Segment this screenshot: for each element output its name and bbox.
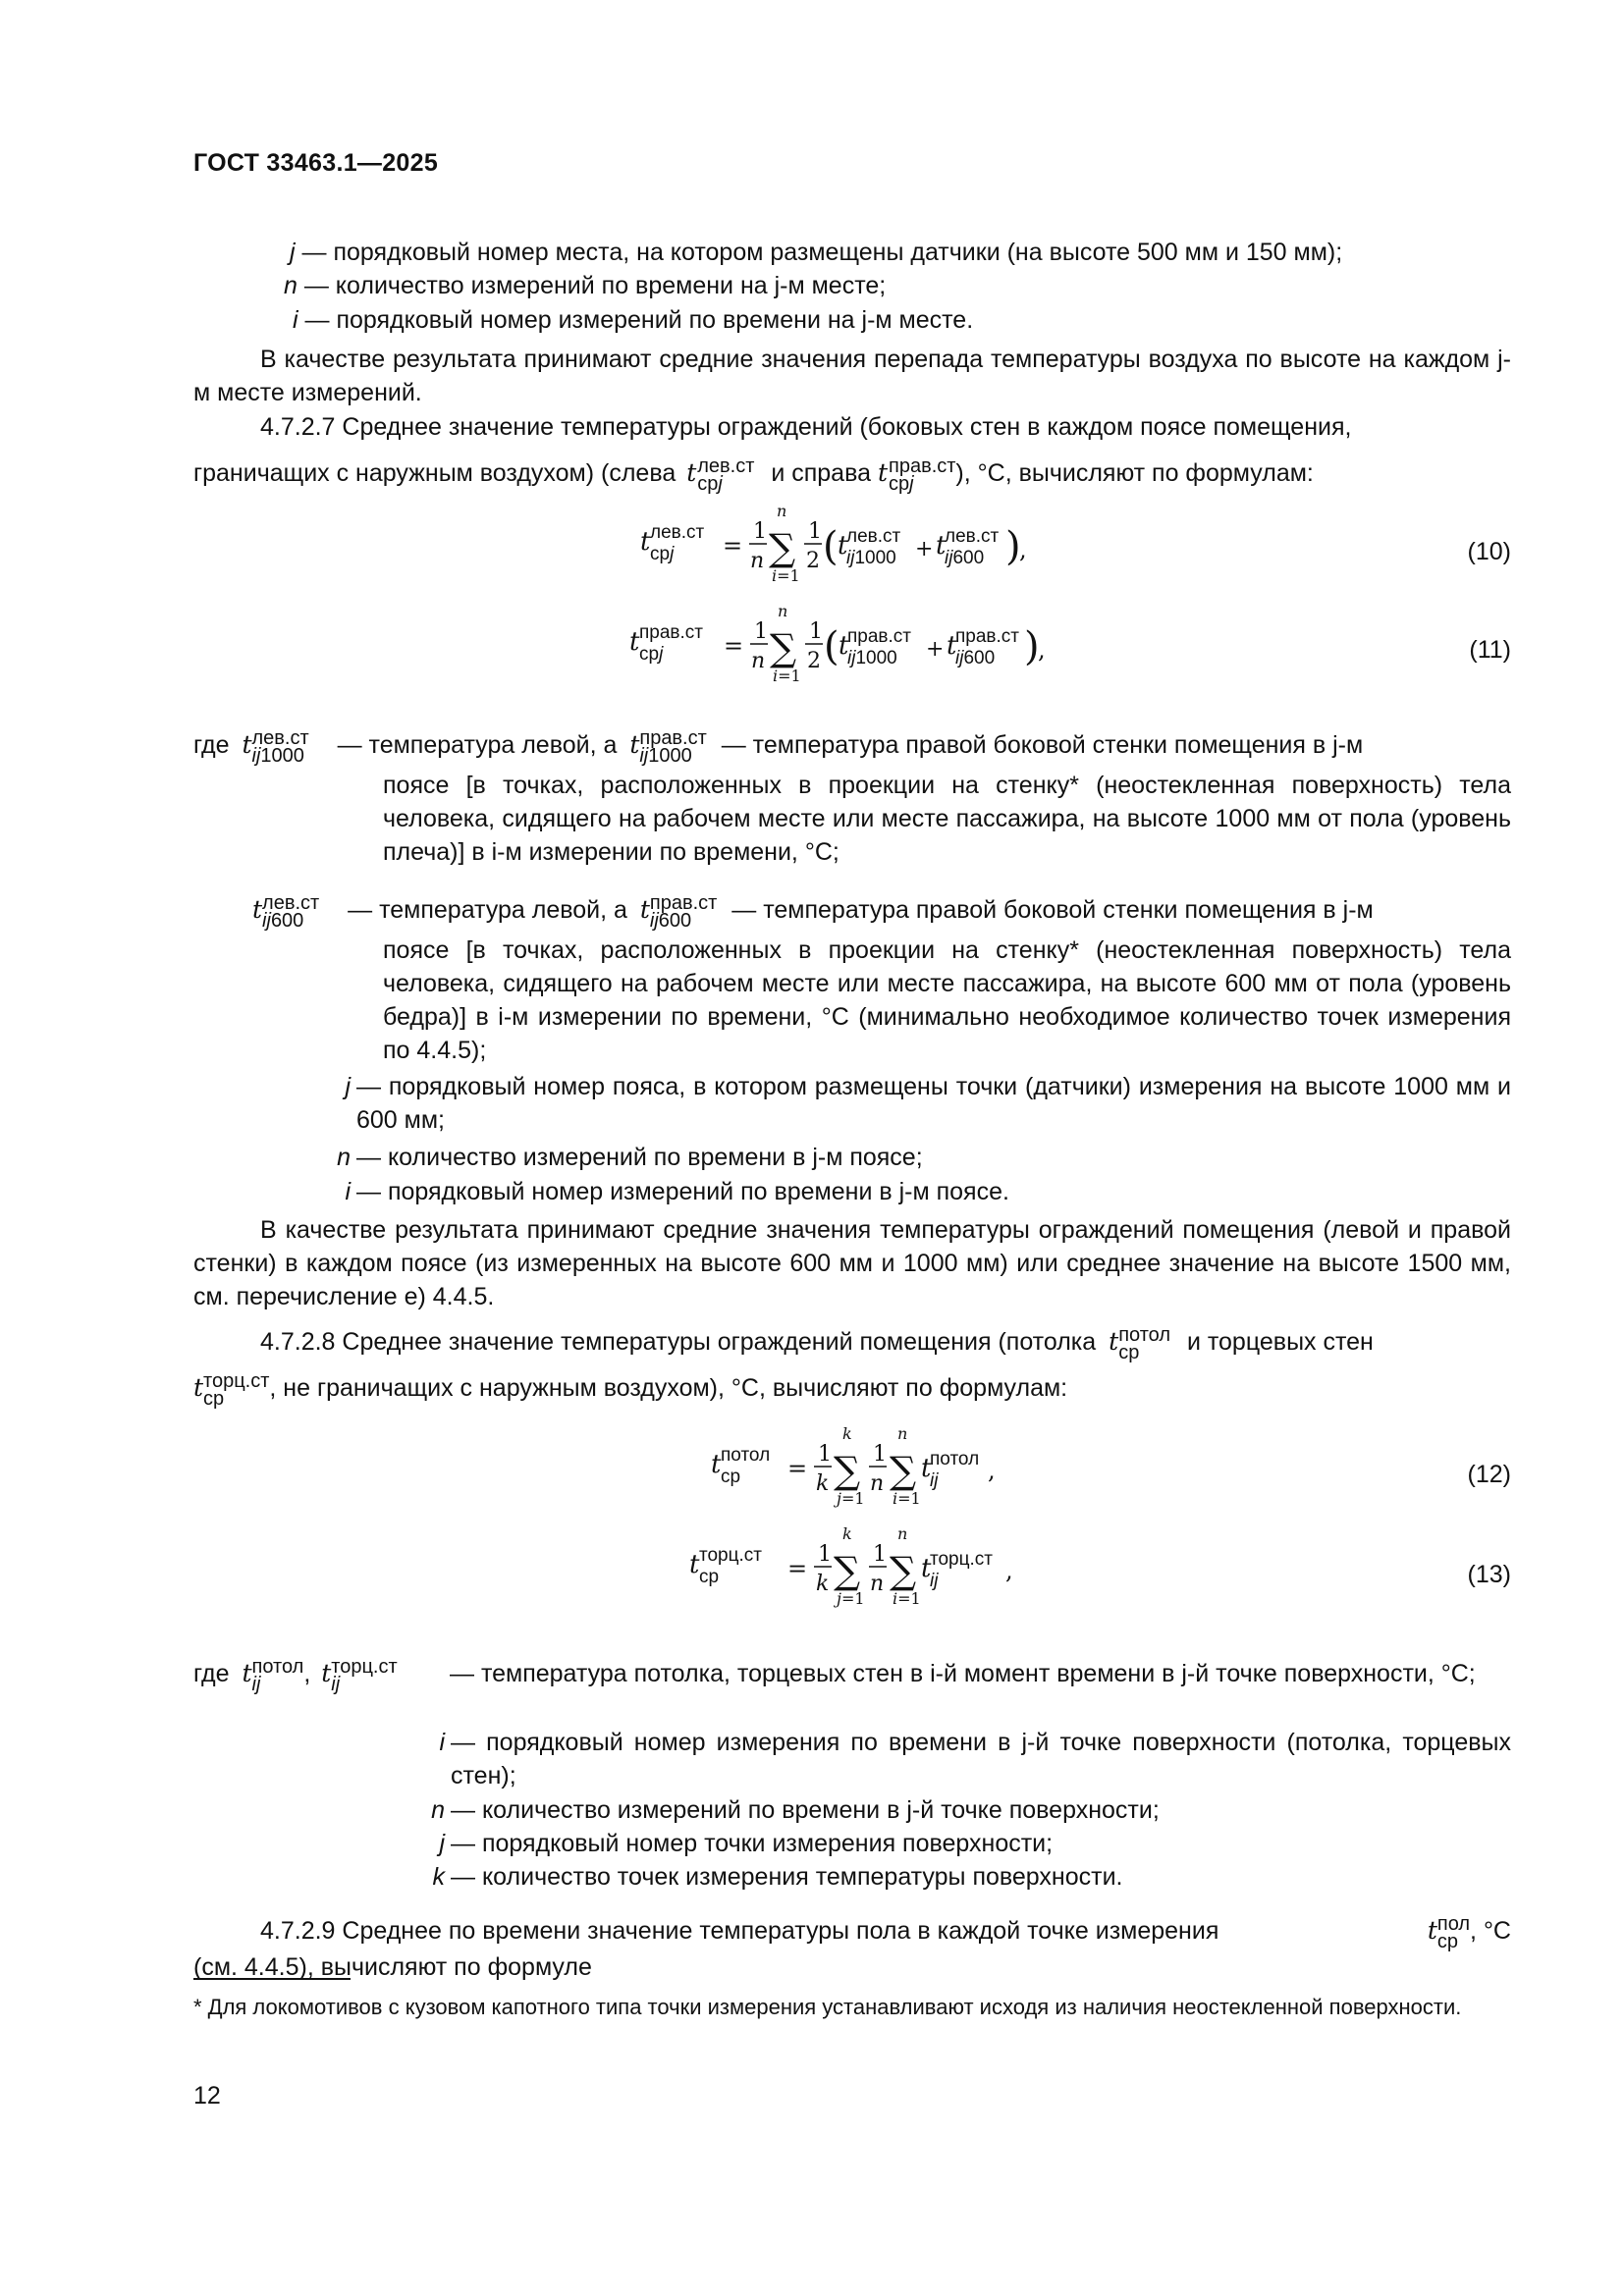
- def-i-surface: [417, 1726, 1511, 1792]
- svg-text:n: n: [897, 1424, 908, 1443]
- def-sym: n: [431, 1796, 445, 1824]
- footnote-rule: [193, 1978, 351, 1980]
- svg-text:1: 1: [818, 1542, 832, 1567]
- svg-text:(: (: [824, 624, 839, 669]
- svg-text:1: 1: [873, 1542, 887, 1567]
- def-text: — порядковый номер пояса, в котором размещены точки (датчики) измерения на высоте 1000 мм и 600 мм;: [356, 1073, 1511, 1134]
- where-word: где: [193, 1660, 230, 1687]
- svg-text:t: t: [921, 1554, 932, 1583]
- def-text: — порядковый номер измерений по времени на j-м месте.: [298, 306, 974, 334]
- symbol-t-prav-cpj: t прав.ст срj: [877, 454, 956, 495]
- def-sym: i: [293, 306, 298, 334]
- result-paragraph-2: В качестве результата принимают средние значения температуры ограждений помещения (левой и правой стенки) в каждом поясе (из измеренных на высоте 600 мм и 1000 мм) или среднее значение на высоте 1500 мм, см. перечисление е) 4.4.5.: [193, 1216, 1511, 1310]
- svg-text:j=1: j=1: [837, 1589, 865, 1608]
- def-n-surface: [417, 1793, 1160, 1827]
- text-part: , не граничащих с наружным воздухом), °С, вычисляют по формулам:: [269, 1374, 1068, 1402]
- text-part: , °С: [1470, 1917, 1511, 1945]
- def-text: — количество точек измерения температуры поверхности.: [451, 1863, 1123, 1891]
- svg-text:1: 1: [873, 1442, 887, 1467]
- def-k-surface: [417, 1860, 1123, 1894]
- def-text: — количество измерений по времени в j-м поясе;: [356, 1144, 923, 1171]
- equation-number-13: (13): [1467, 1561, 1511, 1588]
- def-t-600-cont: поясе [в точках, расположенных в проекции на стенку* (неостекленная поверхность) тела человека, сидящего на рабочем месте или месте пассажира, на высоте 600 мм от пола (уровень бедра)] в i-м измерении по времени, °С (минимально необходимое количество точек измерения по 4.4.5);: [383, 936, 1511, 1064]
- def-text: — температура левой, а: [337, 731, 618, 759]
- symbol-t-pol-cp: t пол ср: [1427, 1912, 1471, 1952]
- equation-12: [699, 1421, 1023, 1520]
- svg-text:n: n: [778, 602, 788, 620]
- def-text: — температура правой боковой стенки помещения в j-м: [721, 731, 1364, 759]
- svg-text:срj: срj: [639, 644, 664, 665]
- svg-text:=: =: [787, 1455, 808, 1482]
- svg-text:лев.ст: лев.ст: [846, 526, 901, 547]
- svg-text:,: ,: [988, 1457, 996, 1484]
- svg-text:n: n: [751, 649, 766, 673]
- def-n-place: [284, 269, 886, 302]
- svg-text:k: k: [842, 1524, 852, 1543]
- result-paragraph-1: В качестве результата принимают средние значения перепада температуры воздуха по высоте на каждом j-м месте измерений.: [193, 346, 1511, 406]
- svg-text:1: 1: [754, 619, 768, 644]
- svg-text:ij600: ij600: [945, 548, 985, 568]
- def-text: — порядковый номер точки измерения поверхности;: [451, 1830, 1054, 1857]
- symbol-t-lev-600: t лев.ст ij600: [252, 891, 320, 932]
- def-j-surface: [417, 1827, 1053, 1860]
- equation-number-12: (12): [1467, 1461, 1511, 1488]
- svg-text:,: ,: [1005, 1557, 1013, 1584]
- equation-11: [622, 599, 1083, 687]
- def-text: — температура левой, а: [348, 896, 627, 924]
- def-j-belt: [324, 1070, 1511, 1137]
- section-4727-line2: [193, 456, 1314, 493]
- svg-text:t: t: [921, 1454, 932, 1483]
- svg-text:k: k: [816, 1572, 830, 1596]
- svg-text:прав.ст: прав.ст: [639, 622, 703, 643]
- def-sym: j: [439, 1830, 445, 1857]
- svg-text:ij1000: ij1000: [846, 548, 896, 568]
- svg-text:t: t: [936, 531, 947, 561]
- svg-text:лев.ст: лев.ст: [945, 526, 1000, 547]
- svg-text:торц.ст: торц.ст: [930, 1549, 993, 1570]
- svg-text:срj: срj: [650, 544, 675, 564]
- svg-text:(: (: [823, 524, 839, 569]
- def-text: — количество измерений по времени в j-й точке поверхности;: [451, 1796, 1160, 1824]
- svg-text:торц.ст: торц.ст: [699, 1545, 762, 1566]
- svg-text:ср: ср: [721, 1467, 741, 1487]
- svg-text:t: t: [640, 527, 651, 557]
- def-sym: i: [439, 1729, 445, 1756]
- svg-text:=: =: [723, 532, 743, 560]
- document-header: ГОСТ 33463.1—2025: [193, 149, 439, 177]
- svg-text:1: 1: [818, 1442, 832, 1467]
- def-sym: j: [290, 239, 296, 266]
- svg-text:1: 1: [753, 519, 767, 544]
- page-number: 12: [193, 2082, 221, 2109]
- svg-text:прав.ст: прав.ст: [847, 626, 911, 647]
- svg-text:1: 1: [809, 619, 823, 644]
- svg-text:ij1000: ij1000: [847, 648, 897, 668]
- svg-text:t: t: [947, 631, 957, 661]
- symbol-t-lev-1000: t лев.ст ij1000: [242, 726, 309, 767]
- def-text: — порядковый номер измерений по времени в j-м поясе.: [356, 1178, 1009, 1205]
- def-sym: n: [284, 272, 298, 299]
- section-4727-line1: 4.7.2.7 Среднее значение температуры ограждений (боковых стен в каждом поясе помещения,: [260, 413, 1352, 441]
- svg-text:n: n: [870, 1572, 885, 1596]
- svg-text:∑: ∑: [834, 1549, 861, 1592]
- text-part: и торцевых стен: [1186, 1328, 1374, 1356]
- svg-text:t: t: [689, 1550, 700, 1579]
- svg-text:2: 2: [806, 549, 820, 573]
- svg-text:k: k: [842, 1424, 852, 1443]
- text-part: ), °С, вычисляют по формулам:: [955, 459, 1314, 487]
- def-sym: i: [345, 1178, 351, 1205]
- svg-text:n: n: [897, 1524, 908, 1543]
- symbol-t-potol-ij: t потол ij: [242, 1655, 304, 1695]
- def-text: — количество измерений по времени на j-м месте;: [297, 272, 887, 299]
- def-t-600: [252, 893, 1374, 930]
- svg-text:t: t: [839, 631, 849, 661]
- svg-text:+: +: [915, 537, 934, 561]
- svg-text:=: =: [724, 632, 744, 660]
- svg-text:∑: ∑: [834, 1449, 861, 1492]
- svg-text:∑: ∑: [769, 526, 796, 569]
- symbol-t-lev-cpj: t лев.ст срj: [686, 454, 755, 495]
- equation-number-11: (11): [1469, 636, 1511, 664]
- svg-text:ij600: ij600: [955, 648, 996, 668]
- svg-text:1: 1: [808, 519, 822, 544]
- svg-text:∑: ∑: [890, 1549, 917, 1592]
- def-sym: k: [432, 1863, 445, 1891]
- svg-text:i=1: i=1: [772, 566, 800, 585]
- svg-text:i=1: i=1: [893, 1589, 921, 1608]
- def-t-1000-cont: поясе [в точках, расположенных в проекции на стенку* (неостекленная поверхность) тела человека, сидящего на рабочем месте или месте пассажира, на высоте 1000 мм от пола (уровень плеча)] в i-м измерении по времени, °С;: [383, 772, 1511, 866]
- svg-text:=: =: [787, 1555, 808, 1582]
- svg-text:t: t: [629, 627, 640, 657]
- section-4729-line1: [260, 1914, 1511, 1950]
- svg-text:n: n: [750, 549, 765, 573]
- svg-text:2: 2: [807, 649, 821, 673]
- svg-text:лев.ст: лев.ст: [650, 522, 705, 543]
- def-n-belt: [324, 1141, 923, 1174]
- svg-text:n: n: [777, 502, 787, 520]
- svg-text:): ): [1005, 524, 1021, 569]
- text-part: и справа: [771, 459, 871, 487]
- def-t-potol-torc: где t потол ij , t торц.ст ij: [193, 1655, 398, 1695]
- svg-text:∑: ∑: [770, 626, 797, 669]
- svg-text:ij: ij: [930, 1470, 939, 1491]
- svg-text:k: k: [816, 1471, 830, 1496]
- svg-text:+: +: [926, 637, 945, 662]
- def-text: — порядковый номер места, на котором размещены датчики (на высоте 500 мм и 150 мм);: [295, 239, 1343, 266]
- svg-text:,: ,: [1038, 636, 1046, 664]
- section-4728-line2: [193, 1371, 1067, 1408]
- def-sym: n: [337, 1144, 351, 1171]
- symbol-t-potol-cp: t потол ср: [1109, 1323, 1170, 1363]
- svg-text:t: t: [711, 1450, 722, 1479]
- def-i-belt: [324, 1175, 1009, 1208]
- def-text: — порядковый номер измерения по времени в j-й точке поверхности (потолка, торцевых стен);: [451, 1729, 1511, 1789]
- svg-text:,: ,: [1019, 536, 1027, 563]
- symbol-t-torc-ij: t торц.ст ij: [321, 1655, 398, 1695]
- svg-text:i=1: i=1: [893, 1489, 921, 1508]
- svg-text:потол: потол: [721, 1445, 771, 1466]
- def-j-place: [290, 236, 1342, 269]
- section-4729-line2: (см. 4.4.5), вычисляют по формуле: [193, 1953, 592, 1981]
- svg-text:∑: ∑: [890, 1449, 917, 1492]
- footnote: * Для локомотивов с кузовом капотного типа точки измерения устанавливают исходя из наличия неостекленной поверхности.: [193, 1995, 1462, 2019]
- where-word: где: [193, 731, 230, 759]
- symbol-t-torc-cp: t торц.ст ср: [193, 1369, 270, 1410]
- svg-text:i=1: i=1: [773, 667, 801, 685]
- text-part: 4.7.2.8 Среднее значение температуры ограждений помещения (потолка: [260, 1328, 1097, 1356]
- svg-text:n: n: [870, 1471, 885, 1496]
- svg-text:j=1: j=1: [837, 1489, 865, 1508]
- def-i-place: [293, 303, 973, 337]
- def-t-1000: [193, 728, 1363, 765]
- svg-text:ср: ср: [699, 1567, 720, 1587]
- text-part: граничащих с наружным воздухом) (слева: [193, 459, 677, 487]
- section-4728-line1: [260, 1325, 1374, 1362]
- text-part: 4.7.2.9 Среднее по времени значение температуры пола в каждой точке измерения: [260, 1917, 1219, 1945]
- svg-text:потол: потол: [930, 1449, 980, 1469]
- def-text: — температура правой боковой стенки помещения в j-м: [731, 896, 1374, 924]
- symbol-t-prav-1000: t прав.ст ij1000: [629, 726, 707, 767]
- svg-text:): ): [1024, 624, 1040, 669]
- def-t-potol-torc-text: — температура потолка, торцевых стен в i-й момент времени в j-й точке поверхности, °С;: [450, 1660, 1476, 1687]
- svg-text:прав.ст: прав.ст: [955, 626, 1019, 647]
- equation-10: [628, 499, 1080, 587]
- symbol-t-prav-600: t прав.ст ij600: [639, 891, 718, 932]
- svg-text:ij: ij: [930, 1571, 939, 1591]
- svg-text:t: t: [838, 531, 848, 561]
- equation-13: [677, 1522, 1041, 1620]
- equation-number-10: (10): [1467, 538, 1511, 565]
- def-sym: j: [345, 1073, 351, 1100]
